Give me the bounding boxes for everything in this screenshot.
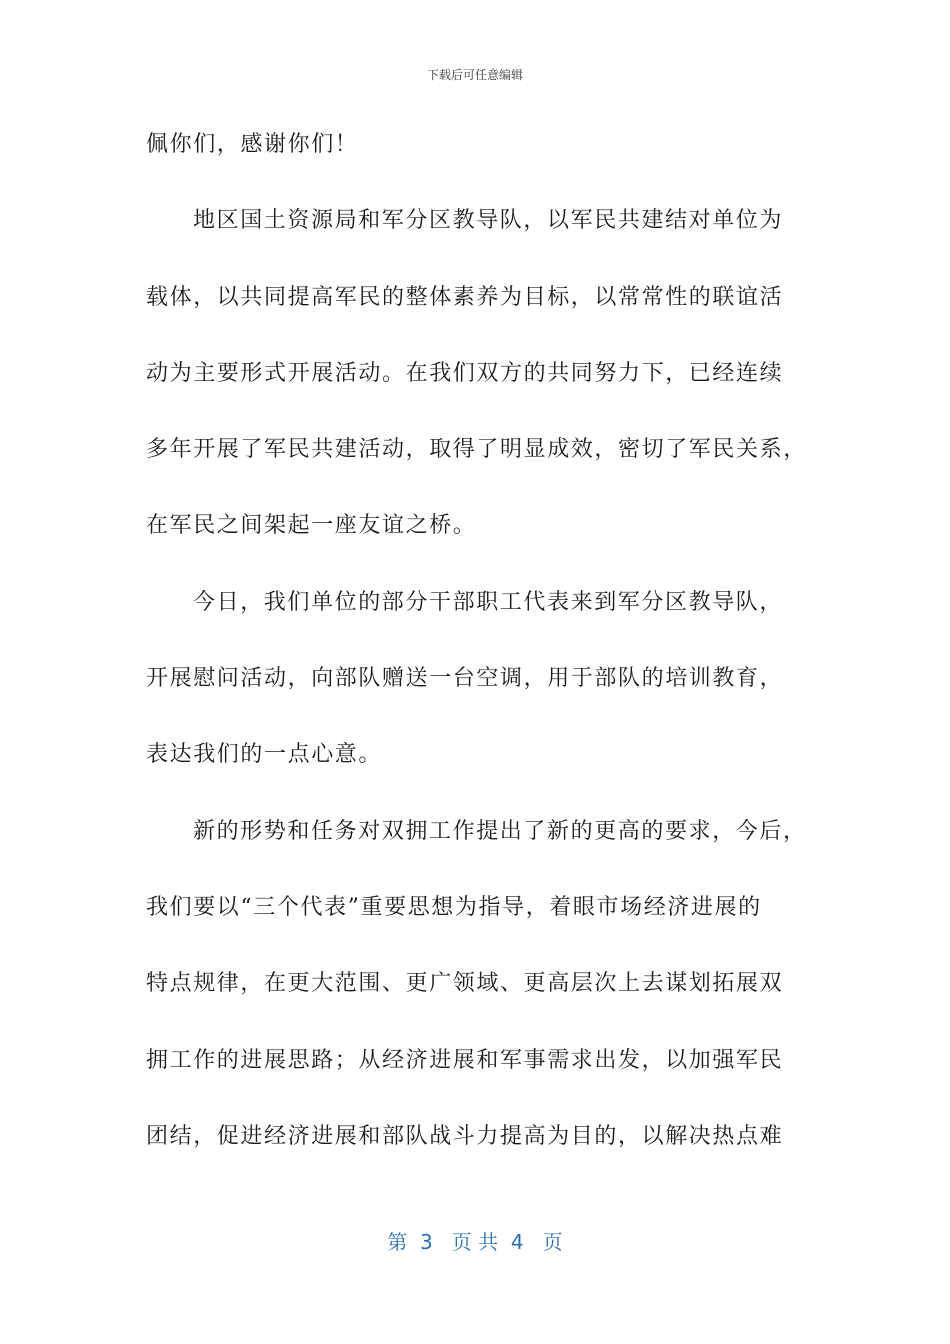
body-line: 特点规律，在更大范围、更广领域、更高层次上去谋划拓展双 bbox=[146, 971, 784, 997]
body-line: 动为主要形式开展活动。在我们双方的共同努力下，已经连续 bbox=[146, 360, 784, 386]
body-line: 拥工作的进展思路；从经济进展和军事需求出发，以加强军民 bbox=[146, 1047, 784, 1073]
paragraph-first-line: 地区国土资源局和军分区教导队，以军民共建结对单位为 bbox=[193, 208, 784, 234]
body-line: 佩你们，感谢你们！ bbox=[146, 132, 359, 157]
paragraph-first-line: 新的形势和任务对双拥工作提出了新的更高的要求，今后， bbox=[193, 818, 807, 844]
body-line: 表达我们的一点心意。 bbox=[146, 742, 383, 768]
document-body bbox=[146, 118, 814, 1186]
body-line: 开展慰问活动，向部队赠送一台空调，用于部队的培训教育， bbox=[146, 666, 784, 692]
body-line: 在军民之间架起一座友谊之桥。 bbox=[146, 513, 477, 539]
body-line: 我们要以“三个代表”重要思想为指导，着眼市场经济进展的 bbox=[146, 894, 762, 920]
paragraph-first-line: 今日，我们单位的部分干部职工代表来到军分区教导队， bbox=[193, 589, 784, 615]
page-number-footer: 第 3 页 共 4 页 bbox=[387, 1230, 563, 1254]
page-header-note: 下载后可任意编辑 bbox=[426, 68, 523, 82]
body-line: 载体，以共同提高军民的整体素养为目标，以常常性的联谊活 bbox=[146, 284, 784, 310]
body-line: 团结，促进经济进展和部队战斗力提高为目的，以解决热点难 bbox=[146, 1123, 784, 1149]
body-line: 多年开展了军民共建活动，取得了明显成效，密切了军民关系， bbox=[146, 437, 807, 463]
